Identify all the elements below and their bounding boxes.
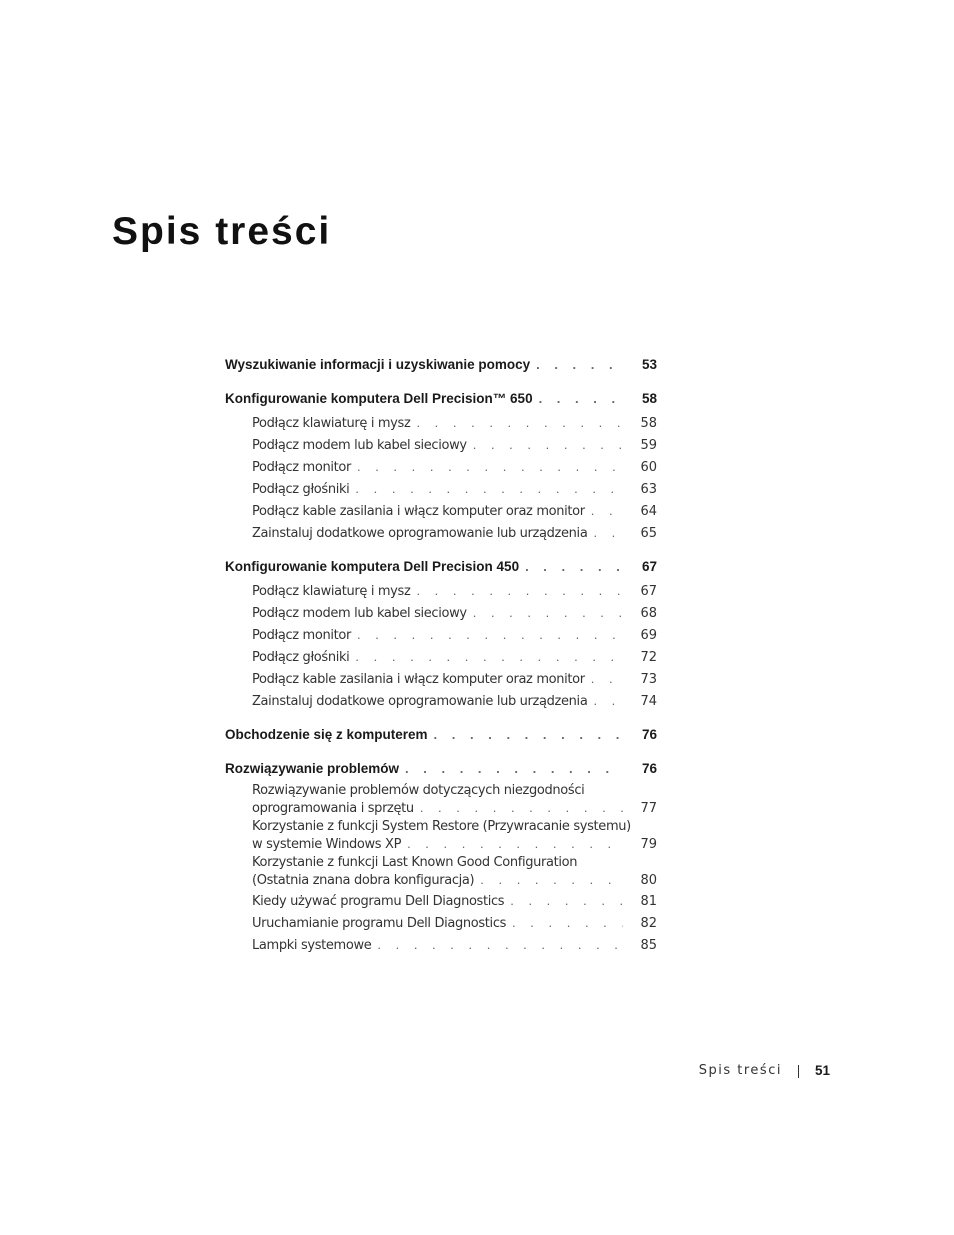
toc-subentry[interactable] <box>225 818 657 852</box>
toc-subentry-label: Podłącz klawiaturę i mysz <box>252 584 411 599</box>
toc-subentry[interactable] <box>225 912 657 934</box>
toc-subentry-label: Lampki systemowe <box>252 938 372 953</box>
toc-subentry-page: 82 <box>640 916 657 931</box>
page-title: Spis treści <box>112 210 332 253</box>
toc-entry-page: 76 <box>641 761 657 776</box>
dot-leader <box>357 624 623 646</box>
toc-subentry-label: Podłącz monitor <box>252 460 351 475</box>
toc-entry-title: Rozwiązywanie problemów <box>225 761 400 776</box>
dot-leader <box>405 758 623 780</box>
toc-entry-page: 67 <box>641 559 657 574</box>
toc-section-5 <box>225 758 657 956</box>
dot-leader <box>539 388 623 410</box>
dot-leader <box>420 799 623 816</box>
toc-subentry-page: 74 <box>640 694 657 709</box>
page-footer <box>699 1061 830 1081</box>
toc-subentry-page: 65 <box>640 526 657 541</box>
toc-subentry-page: 72 <box>640 650 657 665</box>
dot-leader <box>355 646 623 668</box>
toc-subentry[interactable] <box>225 854 657 888</box>
toc-subentry-page: 64 <box>640 504 657 519</box>
dot-leader <box>473 434 623 456</box>
toc-subentry-page: 59 <box>640 438 657 453</box>
toc-subentry[interactable] <box>225 690 657 712</box>
footer-title: Spis treści <box>698 1063 782 1078</box>
dot-leader <box>416 412 623 434</box>
toc-subentry[interactable] <box>225 646 657 668</box>
footer-separator <box>798 1065 799 1078</box>
toc-section-4 <box>225 724 657 746</box>
toc-subentry-label: Zainstaluj dodatkowe oprogramowanie lub urządzenia <box>252 526 588 541</box>
toc-subentry-label: Podłącz klawiaturę i mysz <box>252 416 411 431</box>
toc-entry[interactable] <box>225 724 657 746</box>
toc-subentry[interactable] <box>225 890 657 912</box>
toc-subentry-page: 77 <box>640 801 657 816</box>
toc-subentry-label: oprogramowania i sprzętu <box>252 801 414 816</box>
toc-subentry-page: 67 <box>640 584 657 599</box>
toc-subentry[interactable] <box>225 478 657 500</box>
toc-subentry-page: 85 <box>640 938 657 953</box>
toc-subentry-label: Zainstaluj dodatkowe oprogramowanie lub urządzenia <box>252 694 588 709</box>
toc-subentry-label: (Ostatnia znana dobra konfiguracja) <box>252 873 475 888</box>
toc-subentry-label: Podłącz modem lub kabel sieciowy <box>252 606 467 621</box>
dot-leader <box>525 556 623 578</box>
page-number: 51 <box>814 1063 830 1078</box>
toc-section-3 <box>225 556 657 712</box>
dot-leader <box>591 500 623 522</box>
toc-subentry-label: Podłącz modem lub kabel sieciowy <box>252 438 467 453</box>
dot-leader <box>510 890 623 912</box>
dot-leader <box>480 871 623 888</box>
dot-leader <box>536 354 623 376</box>
toc-entry[interactable] <box>225 758 657 780</box>
toc-subentry-page: 60 <box>640 460 657 475</box>
toc-entry-page: 53 <box>641 357 657 372</box>
toc-subentry-label: Podłącz głośniki <box>252 650 350 665</box>
dot-leader <box>407 835 623 852</box>
dot-leader <box>591 668 623 690</box>
toc-entry-page: 76 <box>641 727 657 742</box>
toc-subentry[interactable] <box>225 434 657 456</box>
toc-subentry-label: w systemie Windows XP <box>252 837 402 852</box>
dot-leader <box>593 522 623 544</box>
table-of-contents <box>225 354 657 968</box>
toc-entry-page: 58 <box>641 391 657 406</box>
toc-entry-title: Obchodzenie się z komputerem <box>225 727 428 742</box>
toc-subentry-label: Podłącz monitor <box>252 628 351 643</box>
toc-subentry-page: 80 <box>640 873 657 888</box>
toc-entry-title: Konfigurowanie komputera Dell Precision 450 <box>225 559 520 574</box>
toc-subentry-label: Uruchamianie programu Dell Diagnostics <box>252 916 507 931</box>
dot-leader <box>357 456 623 478</box>
dot-leader <box>473 602 623 624</box>
toc-subentry-label-line1: Korzystanie z funkcji System Restore (Przywracanie systemu) <box>252 819 631 834</box>
toc-subentry[interactable] <box>225 412 657 434</box>
toc-entry-title: Wyszukiwanie informacji i uzyskiwanie pomocy <box>225 357 531 372</box>
toc-subentry-label: Podłącz kable zasilania i włącz komputer oraz monitor <box>252 672 585 687</box>
toc-subentry-label: Kiedy używać programu Dell Diagnostics <box>252 894 505 909</box>
dot-leader <box>416 580 623 602</box>
toc-entry-title: Konfigurowanie komputera Dell Precision™ 650 <box>225 391 533 406</box>
dot-leader <box>434 724 623 746</box>
toc-subentry[interactable] <box>225 624 657 646</box>
toc-subentry-page: 58 <box>640 416 657 431</box>
toc-subentry-page: 73 <box>640 672 657 687</box>
toc-subentry[interactable] <box>225 602 657 624</box>
toc-subentry[interactable] <box>225 456 657 478</box>
toc-subentry[interactable] <box>225 934 657 956</box>
toc-entry[interactable] <box>225 354 657 376</box>
toc-subentry-label: Podłącz głośniki <box>252 482 350 497</box>
toc-subentry-label-line1: Korzystanie z funkcji Last Known Good Configuration <box>252 855 578 870</box>
toc-subentry-page: 81 <box>640 894 657 909</box>
toc-section-1 <box>225 354 657 376</box>
toc-subentry[interactable] <box>225 782 657 816</box>
dot-leader <box>377 934 623 956</box>
toc-subentry-label-line1: Rozwiązywanie problemów dotyczących niezgodności <box>252 783 585 798</box>
toc-entry[interactable] <box>225 388 657 410</box>
toc-subentry-page: 79 <box>640 837 657 852</box>
toc-subentry[interactable] <box>225 668 657 690</box>
dot-leader <box>512 912 623 934</box>
toc-entry[interactable] <box>225 556 657 578</box>
dot-leader <box>355 478 623 500</box>
toc-subentry-label: Podłącz kable zasilania i włącz komputer oraz monitor <box>252 504 585 519</box>
toc-subentry-page: 69 <box>640 628 657 643</box>
toc-subentry[interactable] <box>225 580 657 602</box>
toc-subentry-page: 63 <box>640 482 657 497</box>
toc-section-2 <box>225 388 657 544</box>
dot-leader <box>593 690 623 712</box>
toc-subentry[interactable] <box>225 500 657 522</box>
toc-subentry-page: 68 <box>640 606 657 621</box>
toc-subentry[interactable] <box>225 522 657 544</box>
